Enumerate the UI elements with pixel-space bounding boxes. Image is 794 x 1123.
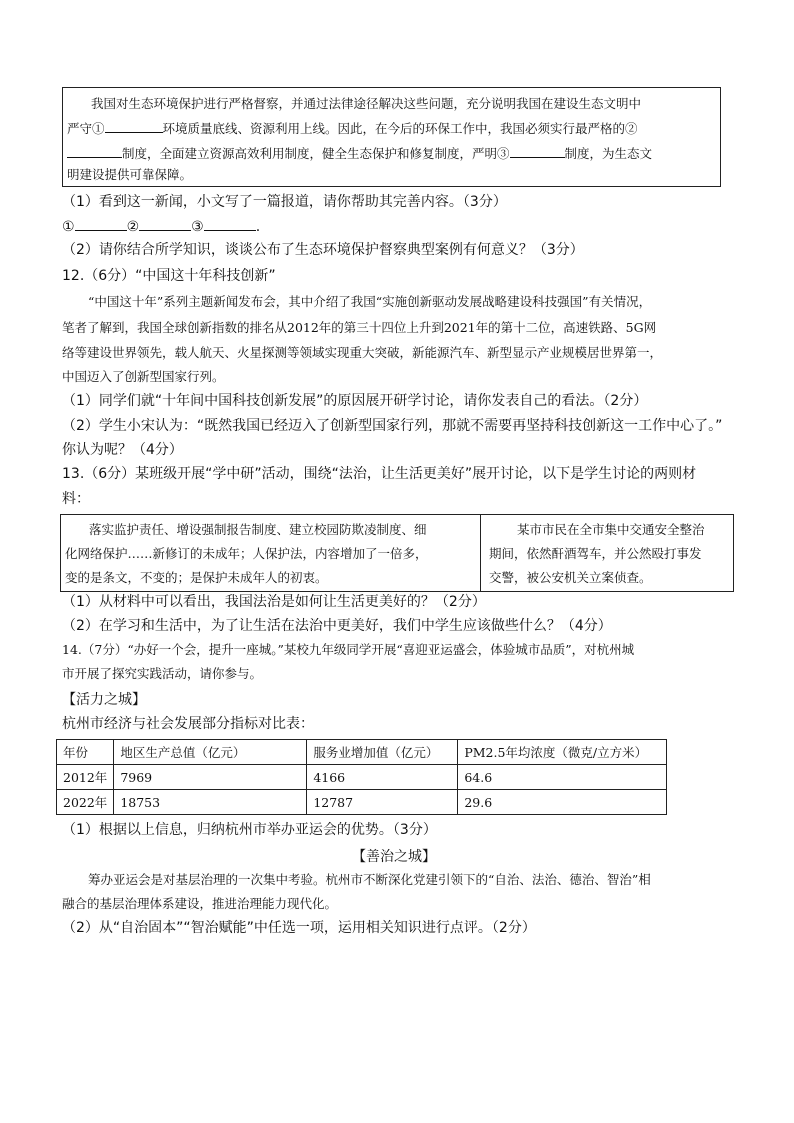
q13-sub2: （2）在学习和生活中，为了让生活在法治中更美好，我们中学生应该做些什么？（4分） xyxy=(62,618,612,634)
q14-title-cont: 市开展了探究实践活动，请你参与。 xyxy=(62,666,263,681)
material-box-right xyxy=(480,514,734,592)
answer-blank-2[interactable] xyxy=(139,216,191,231)
q11-sub1: （1）看到这一新闻，小文写了一篇报道，请你帮助其完善内容。（3分） xyxy=(62,194,507,210)
q13-title: 13.（6分）某班级开展“学中研”活动，围绕“法治，让生活更美好”展开讨论，以下是学生讨论的两则材 xyxy=(62,466,697,482)
q11-sub2: （2）请你结合所学知识，谈谈公布了生态环境保护督察典型案例有何意义？（3分） xyxy=(62,242,584,258)
indicator-table xyxy=(56,739,667,815)
q14-sub1: （1）根据以上信息，归纳杭州市举办亚运会的优势。（3分） xyxy=(62,822,437,838)
q12-sub1: （1）同学们就“十年间中国科技创新发展”的原因展开研学讨论，请你发表自己的看法。（2分） xyxy=(62,393,648,409)
material-line: 我国对生态环境保护进行严格督察，并通过法律途径解决这些问题，充分说明我国在建设生态文明中 xyxy=(91,96,642,111)
material-text: 制度，为生态文 xyxy=(564,146,653,161)
blank-2[interactable] xyxy=(67,143,122,158)
material-text: 严守① xyxy=(67,121,105,136)
q12-title: 12.（6分）“中国这十年科技创新” xyxy=(62,268,276,284)
material-line: 变的是条文，不变的；是保护未成年人的初衷。 xyxy=(65,570,328,585)
table-caption: 杭州市经济与社会发展部分指标对比表： xyxy=(62,716,314,732)
material-box-ecology xyxy=(62,87,721,187)
material-text: 环境质量底线、资源利用上线。因此，在今后的环保工作中，我国必须实行最严格的② xyxy=(162,121,638,136)
table-cell: 4166 xyxy=(307,765,458,790)
answer-blank-3[interactable] xyxy=(204,216,256,231)
blank-label: . xyxy=(255,219,261,235)
table-cell: 12787 xyxy=(307,790,458,815)
table-header-cell: PM2.5年均浓度（微克/立方米） xyxy=(458,740,667,765)
q13-title-cont: 料： xyxy=(62,491,90,507)
table-header-row xyxy=(57,740,667,765)
table-header-cell: 地区生产总值（亿元） xyxy=(114,740,307,765)
material-line xyxy=(67,118,638,139)
q12-paragraph: “中国这十年”系列主题新闻发布会，其中介绍了我国“实施创新驱动发展战略建设科技强国”有关情况， xyxy=(88,294,652,309)
q13-sub1: （1）从材料中可以看出，我国法治是如何让生活更美好的？（2分） xyxy=(62,594,486,610)
material-line: 明建设提供可靠保障。 xyxy=(67,167,193,182)
table-cell: 7969 xyxy=(114,765,307,790)
material-text: 制度，全面建立资源高效利用制度，健全生态保护和修复制度，严明③ xyxy=(122,146,510,161)
material-line: 交警，被公安机关立案侦查。 xyxy=(489,570,652,585)
table-header-cell: 服务业增加值（亿元） xyxy=(307,740,458,765)
blank-label: ③ xyxy=(191,219,204,235)
table-cell: 2022年 xyxy=(57,790,114,815)
material-line: 化网络保护……新修订的未成年；人保护法，内容增加了一倍多， xyxy=(65,546,428,561)
blank-1[interactable] xyxy=(105,118,163,133)
blank-label: ① xyxy=(62,219,75,235)
material-line: 期间，依然酐酒驾车，并公然殴打事发 xyxy=(489,546,702,561)
q14-paragraph: 筹办亚运会是对基层治理的一次集中考验。杭州市不断深化党建引领下的“自治、法治、德治、智治”相 xyxy=(88,872,651,887)
q12-paragraph: 中国迈入了创新型国家行列。 xyxy=(62,369,225,384)
section-title-vitality: 【活力之城】 xyxy=(62,692,146,708)
q14-sub2: （2）从“自治固本”“智治赋能”中任选一项，运用相关知识进行点评。（2分） xyxy=(62,920,536,936)
table-header-cell: 年份 xyxy=(57,740,114,765)
q12-sub2: （2）学生小宋认为：“既然我国已经迈入了创新型国家行列，那就不需要再坚持科技创新这一工作中心了。” xyxy=(62,418,723,434)
table-cell: 2012年 xyxy=(57,765,114,790)
material-line: 落实监护责任、增设强制报告制度、建立校园防欺凌制度、细 xyxy=(89,522,427,537)
section-title-governance: 【善治之城】 xyxy=(352,849,436,865)
table-cell: 64.6 xyxy=(458,765,667,790)
table-row xyxy=(57,790,667,815)
q12-paragraph: 络等建设世界领先，载人航天、火星探测等领域实现重大突破，新能源汽车、新型显示产业规模居世界第一， xyxy=(62,345,663,360)
q11-blanks xyxy=(62,216,260,237)
answer-blank-1[interactable] xyxy=(75,216,127,231)
q14-title: 14.（7分）“办好一个会，提升一座城。”某校九年级同学开展“喜迎亚运盛会，体验城市品质”，对杭州城 xyxy=(62,642,635,657)
q14-paragraph: 融合的基层治理体系建设，推进治理能力现代化。 xyxy=(62,896,338,911)
material-line xyxy=(67,143,652,164)
q12-paragraph: 笔者了解到，我国全球创新指数的排名从2012年的第三十四位上升到2021年的第十二位，高速铁路、5G网 xyxy=(62,320,657,335)
material-line: 某市市民在全市集中交通安全整治 xyxy=(517,522,705,537)
table-row xyxy=(57,765,667,790)
q12-sub2-cont: 你认为呢？（4分） xyxy=(62,442,183,458)
blank-3[interactable] xyxy=(510,143,565,158)
table-cell: 18753 xyxy=(114,790,307,815)
material-box-left xyxy=(60,514,481,592)
table-cell: 29.6 xyxy=(458,790,667,815)
blank-label: ② xyxy=(126,219,140,235)
